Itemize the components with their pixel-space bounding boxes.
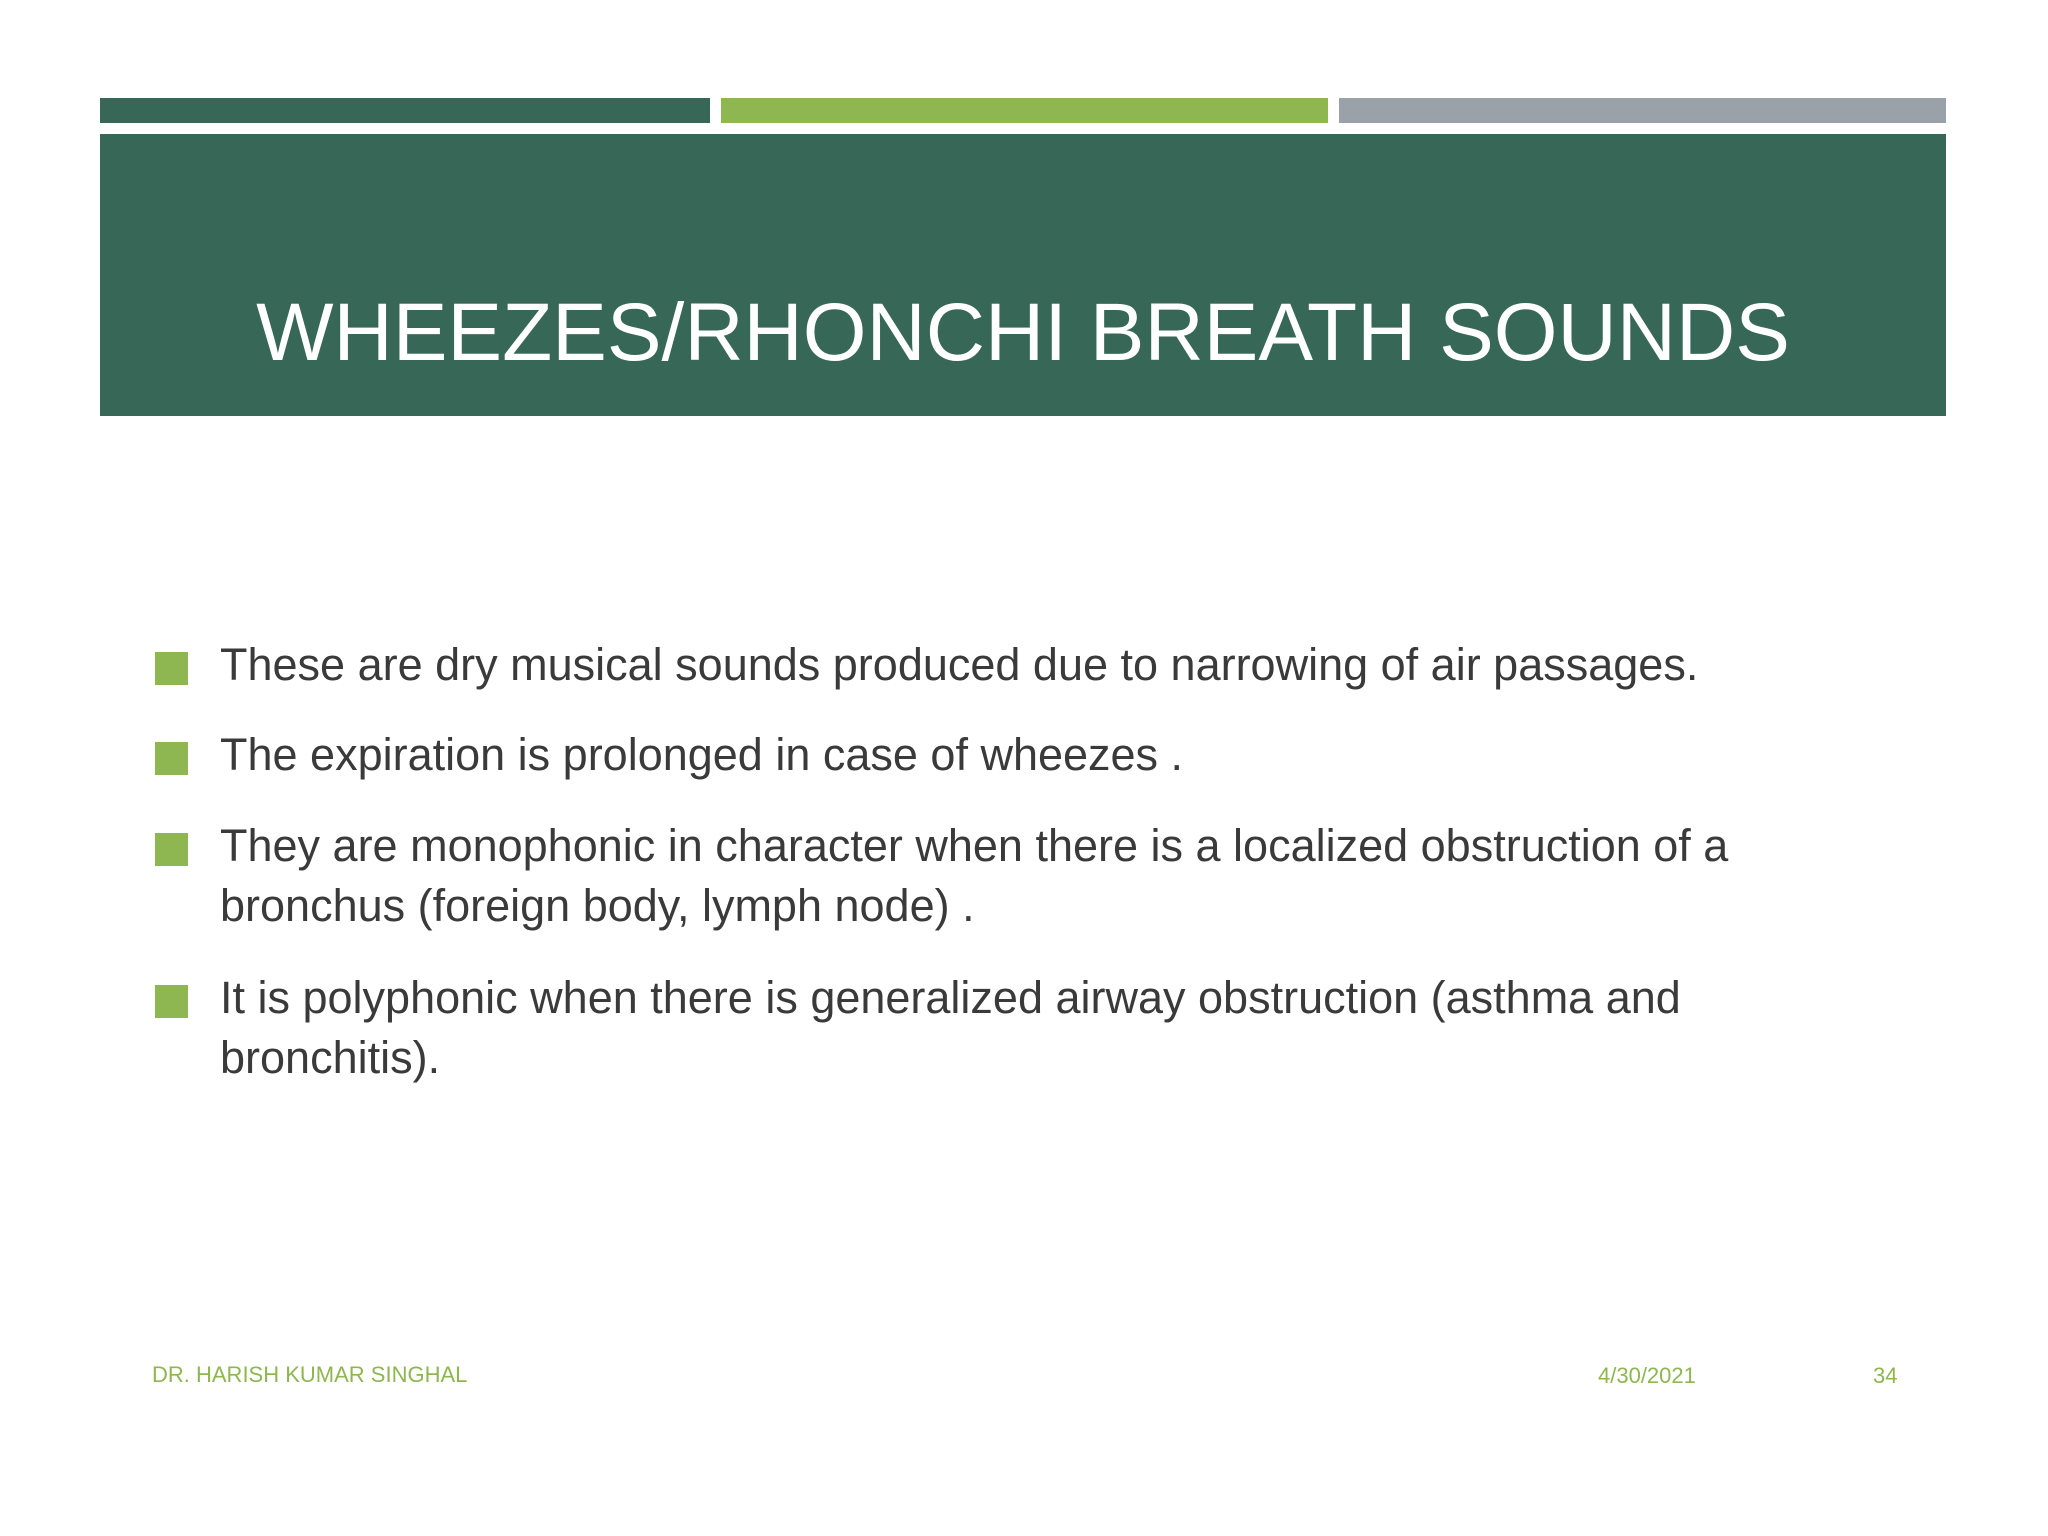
bullet-text: It is polyphonic when there is generalized airway obstruction (asthma and bronchitis). (220, 972, 1681, 1083)
bullet-text: These are dry musical sounds produced due to narrowing of air passages. (220, 639, 1699, 690)
square-bullet-icon (155, 742, 188, 775)
bullet-text: They are monophonic in character when there is a localized obstruction of a bronchus (foreign body, lymph node) . (220, 820, 1729, 931)
slide-title: WHEEZES/RHONCHI BREATH SOUNDS (256, 287, 1790, 378)
square-bullet-icon (155, 652, 188, 685)
footer-page-number: 34 (1873, 1363, 1898, 1388)
footer-date: 4/30/2021 (1598, 1363, 1696, 1388)
footer-author: DR. HARISH KUMAR SINGHAL (152, 1362, 468, 1387)
bullet-text: The expiration is prolonged in case of wheezes . (220, 729, 1184, 780)
square-bullet-icon (155, 833, 188, 866)
square-bullet-icon (155, 985, 188, 1018)
